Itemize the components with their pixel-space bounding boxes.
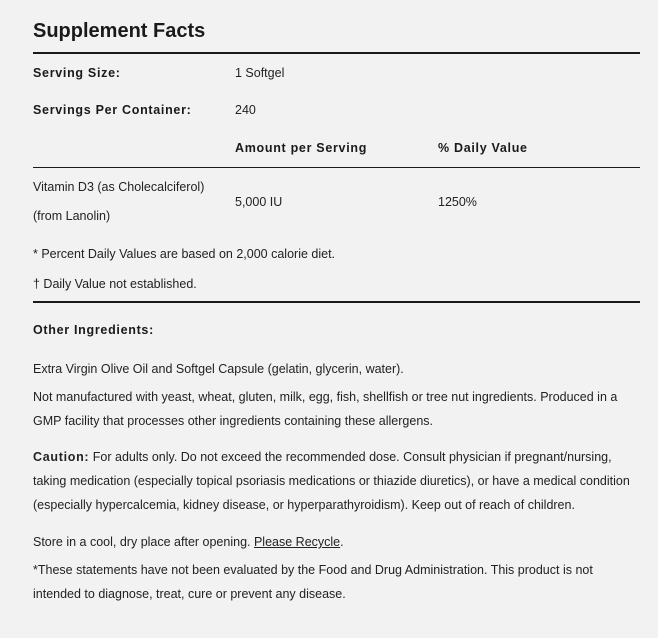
ingredients-text: Extra Virgin Olive Oil and Softgel Capsule (gelatin, glycerin, water).: [33, 362, 404, 376]
header-divider: [33, 167, 640, 168]
caution-label: Caution:: [33, 450, 90, 464]
amount-per-serving-header: Amount per Serving: [235, 141, 368, 155]
storage-text: [33, 530, 633, 554]
page-title: Supplement Facts: [33, 20, 206, 42]
recycle-link[interactable]: Please Recycle: [253, 535, 341, 549]
storage-end: .: [340, 535, 344, 549]
storage-body: Store in a cool, dry place after opening.: [33, 535, 254, 549]
other-ingredients-label: Other Ingredients:: [33, 323, 154, 337]
serving-size-value: 1 Softgel: [235, 66, 285, 80]
percent-daily-footnote: * Percent Daily Values are based on 2,000 calorie diet.: [33, 247, 336, 261]
facts-divider: [33, 301, 640, 303]
caution-body: For adults only. Do not exceed the recommended dose. Consult physician if pregnant/nursing, taking medication (especially topical psoriasis medications or thiazide diuretics), or have a medical condition (especially hypercalcemia, kidney disease, or hyperparathyroidism). Keep out of reach of children.: [33, 450, 630, 512]
fda-disclaimer: *These statements have not been evaluated by the Food and Drug Administration. This product is not intended to diagnose, treat, cure or prevent any disease.: [33, 563, 593, 601]
nutrient-amount: 5,000 IU: [235, 195, 283, 209]
caution-text: [33, 445, 633, 517]
nutrient-source: (from Lanolin): [33, 209, 111, 223]
allergen-text: Not manufactured with yeast, wheat, gluten, milk, egg, fish, shellfish or tree nut ingredients. Produced in a GMP facility that processes other ingredients containing these allergens.: [33, 390, 618, 428]
daily-value-header: % Daily Value: [438, 141, 528, 155]
serving-size-label: Serving Size:: [33, 66, 121, 80]
title-divider: [33, 52, 640, 54]
dagger-footnote: † Daily Value not established.: [33, 277, 197, 291]
nutrient-daily-value: 1250%: [438, 195, 477, 209]
servings-per-container-value: 240: [235, 103, 256, 117]
servings-per-container-label: Servings Per Container:: [33, 103, 192, 117]
nutrient-name: Vitamin D3 (as Cholecalciferol): [33, 180, 205, 194]
